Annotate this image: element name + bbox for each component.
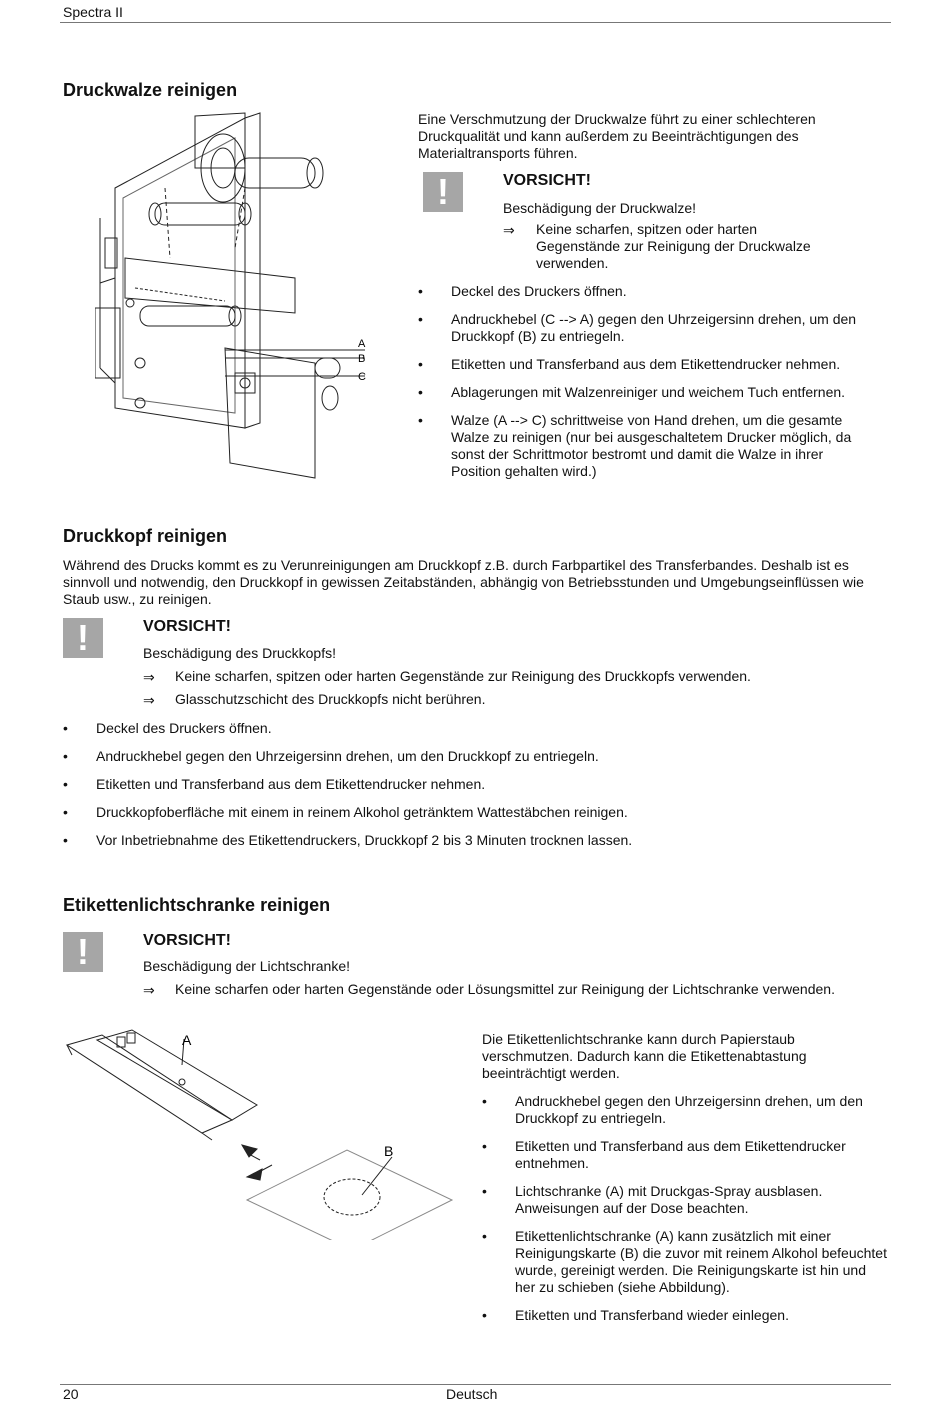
section-heading-druckwalze: Druckwalze reinigen	[63, 80, 238, 100]
sensor-cleaning-figure	[62, 1025, 462, 1240]
section3-intro: Die Etikettenlichtschranke kann durch Papierstaub verschmutzen. Dadurch kann die Etikettenabtastung beeinträchtigt werden.	[482, 1031, 807, 1081]
section1-steps	[418, 283, 868, 480]
figure1-label-b: B	[358, 353, 366, 365]
list-item: • Walze (A --> C) schrittweise von Hand drehen, um die gesamte Walze zu reinigen (nur bei ausgeschaltetem Drucker möglich, da sonst der Schrittmotor bestromt und damit die Walze in ihrer Position gehalten wird.)	[418, 412, 868, 480]
caution-item: Keine scharfen, spitzen oder harten Gegenstände zur Reinigung der Druckwalze verwenden.	[536, 221, 811, 271]
caution-item: Glasschutzschicht des Druckkopfs nicht berühren.	[175, 691, 486, 707]
caution-title: VORSICHT!	[143, 932, 231, 949]
double-arrow-icon: ⇒	[143, 669, 155, 685]
caution-item: Keine scharfen oder harten Gegenstände oder Lösungsmittel zur Reinigung der Lichtschranke verwenden.	[175, 981, 835, 997]
page-header-title: Spectra II	[63, 4, 123, 20]
warning-exclamation-icon: !	[63, 618, 103, 658]
section2-steps	[63, 720, 893, 849]
section2-intro: Während des Drucks kommt es zu Verunreinigungen am Druckkopf z.B. durch Farbpartikel des Transferbandes. Deshalb ist es sinnvoll und notwendig, den Druckkopf in gewissen Zeitabständen, abhängig von Betriebsstunden und Umgebungseinflüssen wie Staub usw., zu reinigen.	[63, 557, 864, 607]
list-item: • Andruckhebel (C --> A) gegen den Uhrzeigersinn drehen, um den Druckkopf (B) zu entriegeln.	[418, 311, 868, 345]
list-item: • Druckkopfoberfläche mit einem in reinem Alkohol getränktem Wattestäbchen reinigen.	[63, 804, 893, 821]
page-number: 20	[63, 1386, 79, 1402]
list-item: • Deckel des Druckers öffnen.	[63, 720, 893, 737]
figure1-label-a: A	[358, 338, 366, 350]
double-arrow-icon: ⇒	[503, 222, 515, 238]
section-heading-druckkopf: Druckkopf reinigen	[63, 526, 228, 546]
list-item: • Ablagerungen mit Walzenreiniger und weichem Tuch entfernen.	[418, 384, 868, 401]
figure3-label-b: B	[384, 1143, 394, 1159]
caution-title: VORSICHT!	[503, 172, 591, 189]
section-heading-lichtschranke: Etikettenlichtschranke reinigen	[63, 895, 331, 915]
list-item: • Etiketten und Transferband wieder einlegen.	[482, 1307, 887, 1324]
double-arrow-icon: ⇒	[143, 692, 155, 708]
figure1-label-c: C	[358, 371, 366, 383]
printer-mechanism-figure	[95, 108, 385, 488]
warning-exclamation-icon: !	[423, 172, 463, 212]
warning-exclamation-icon: !	[63, 932, 103, 972]
list-item: • Etiketten und Transferband aus dem Etikettendrucker entnehmen.	[482, 1138, 887, 1172]
double-arrow-icon: ⇒	[143, 982, 155, 998]
figure3-label-a: A	[182, 1032, 192, 1048]
list-item: • Vor Inbetriebnahme des Etikettendruckers, Druckkopf 2 bis 3 Minuten trocknen lassen.	[63, 832, 893, 849]
list-item: • Andruckhebel gegen den Uhrzeigersinn drehen, um den Druckkopf zu entriegeln.	[63, 748, 893, 765]
section3-steps	[482, 1093, 887, 1324]
list-item: • Etikettenlichtschranke (A) kann zusätzlich mit einer Reinigungskarte (B) die zuvor mit reinem Alkohol befeuchtet wurde, gereinigt werden. Die Reinigungskarte ist hin und her zu schieben (siehe Abbildung).	[482, 1228, 887, 1296]
footer-rule	[60, 1384, 891, 1385]
list-item: • Andruckhebel gegen den Uhrzeigersinn drehen, um den Druckkopf zu entriegeln.	[482, 1093, 887, 1127]
caution-title: VORSICHT!	[143, 618, 231, 635]
list-item: • Etiketten und Transferband aus dem Etikettendrucker nehmen.	[418, 356, 868, 373]
list-item: • Etiketten und Transferband aus dem Etikettendrucker nehmen.	[63, 776, 893, 793]
caution-text: Beschädigung der Lichtschranke!	[143, 958, 351, 974]
section1-intro: Eine Verschmutzung der Druckwalze führt zu einer schlechteren Druckqualität und kann außerdem zu Beeinträchtigungen des Materialtransports führen.	[418, 111, 816, 161]
header-rule	[60, 22, 891, 23]
list-item: • Deckel des Druckers öffnen.	[418, 283, 868, 300]
caution-item: Keine scharfen, spitzen oder harten Gegenstände zur Reinigung des Druckkopfs verwenden.	[175, 668, 751, 684]
caution-text: Beschädigung des Druckkopfs!	[143, 645, 336, 661]
footer-language: Deutsch	[446, 1386, 498, 1402]
list-item: • Lichtschranke (A) mit Druckgas-Spray ausblasen. Anweisungen auf der Dose beachten.	[482, 1183, 887, 1217]
caution-text: Beschädigung der Druckwalze!	[503, 200, 696, 216]
